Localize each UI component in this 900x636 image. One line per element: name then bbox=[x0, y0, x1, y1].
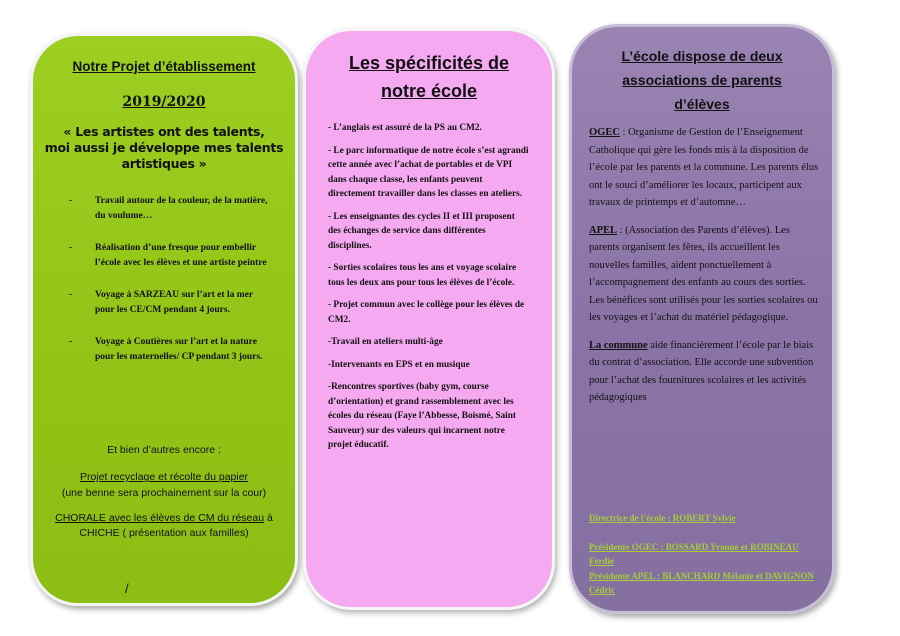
list-item: -Rencontres sportives (baby gym, course d’orientation) et grand rassemblement avec les écoles du réseau (Faye l’Abbesse, Boismé, Saint Sauveur) sur des valeurs qui incarnent notre projet éducatif. bbox=[328, 382, 516, 450]
list-item: - Sorties scolaires tous les ans et voyage scolaire tous les deux ans pour tous les élèves de l’école. bbox=[328, 263, 517, 288]
recycling-title: Projet recyclage et récolte du papier bbox=[79, 471, 249, 483]
ogec-text: : Organisme de Gestion de l’Enseignement Catholique qui gère les fonds mis à la disposition de l’école par les parents et la commune. Les parents élus ont le souci d’améliorer les locaux, participent aux travaux de printemps et d’automne… bbox=[589, 127, 819, 208]
list-item bbox=[69, 194, 273, 224]
list-item: - L’anglais est assuré de la PS au CM2. bbox=[328, 123, 482, 133]
list-item: - Les enseignantes des cycles II et III proposent des échanges de service dans différentes disciplines. bbox=[328, 211, 515, 251]
specificities-panel bbox=[303, 28, 555, 610]
bullet: - bbox=[69, 243, 73, 253]
ogec-paragraph bbox=[589, 124, 820, 212]
commune-paragraph bbox=[589, 337, 820, 407]
stray-mark: / bbox=[125, 581, 129, 596]
apel-president-line: Présidente APEL : BLANCHARD Mélanie et DAVIGNON Cédric bbox=[589, 571, 814, 595]
list-item-text: Travail autour de la couleur, de la matière, du voulume… bbox=[95, 196, 268, 221]
project-year: 2019/2020 bbox=[122, 94, 206, 110]
director-line: Directrice de l’école : ROBERT Sylvie bbox=[589, 513, 736, 523]
commune-label: La commune bbox=[589, 339, 648, 351]
list-item: - Le parc informatique de notre école s’est agrandi cette année avec l’achat de portables et de VPI dans chaque classe, les enfants peuvent directement travailler dans les classes en ateliers. bbox=[328, 145, 529, 199]
list-item-text: Réalisation d’une fresque pour embellir l’école avec les élèves et une artiste peintre bbox=[95, 243, 267, 268]
title-line-2: associations de parents bbox=[622, 72, 782, 88]
recycling-project bbox=[39, 469, 289, 501]
bullet: - bbox=[69, 290, 73, 300]
quote-line-3: artistiques » bbox=[121, 156, 207, 171]
list-item bbox=[69, 241, 273, 271]
title-line-3: d’élèves bbox=[674, 96, 730, 112]
specificities-list bbox=[328, 121, 530, 461]
ogec-president-line: Présidente OGEC : BOSSARD Yvonne et ROBINEAU Ferdie bbox=[589, 542, 799, 566]
list-item: -Intervenants en EPS et en musique bbox=[328, 359, 470, 370]
title-line-2: notre école bbox=[380, 81, 478, 101]
associations-body bbox=[589, 124, 820, 417]
chorale-title: CHORALE avec les élèves de CM du réseau bbox=[55, 512, 265, 524]
associations-title bbox=[572, 44, 832, 116]
ogec-label: OGEC bbox=[589, 127, 620, 138]
list-item bbox=[69, 288, 273, 318]
list-item-text: Voyage à Coutières sur l’art et la nature pour les maternelles/ CP pendant 3 jours. bbox=[95, 337, 263, 362]
apel-label: APEL bbox=[589, 224, 618, 236]
specificities-title bbox=[306, 49, 552, 105]
associations-panel bbox=[569, 24, 835, 614]
bullet: - bbox=[69, 196, 73, 206]
chorale bbox=[45, 511, 283, 541]
recycling-detail: (une benne sera prochainement sur la cour) bbox=[61, 487, 267, 499]
apel-paragraph bbox=[589, 222, 820, 327]
project-title: Notre Projet d’établissement bbox=[72, 59, 256, 74]
title-line-1: Les spécificités de bbox=[348, 53, 510, 73]
project-panel bbox=[30, 33, 298, 606]
apel-text: : (Association des Parents d’élèves). Les parents organisent les fêtes, ils accueillent les nouvelles familles, aident ponctuellement à l’accompagnement des enfants au cours des sorties. Les bénéfices sont utilisés pour les sorties scolaires ou les voyages et l’achat du matériel pédagogique. bbox=[589, 224, 818, 323]
list-item bbox=[69, 335, 273, 365]
project-quote bbox=[43, 124, 285, 172]
list-item: -Travail en ateliers multi-âge bbox=[328, 337, 443, 347]
others-heading: Et bien d’autres encore : bbox=[107, 444, 221, 456]
chorale-detail: à CHICHE ( présentation aux familles) bbox=[79, 512, 273, 539]
quote-line-2: moi aussi je développe mes talents bbox=[44, 140, 284, 155]
list-item: - Projet commun avec le collège pour les élèves de CM2. bbox=[328, 300, 525, 325]
quote-line-1: « Les artistes ont des talents, bbox=[63, 124, 265, 139]
list-item-text: Voyage à SARZEAU sur l’art et la mer pour les CE/CM pendant 4 jours. bbox=[95, 290, 253, 315]
bullet: - bbox=[69, 337, 73, 347]
commune-text: aide financièrement l’école par le biais du contrat d’association. Elle accorde une subvention pour l’achat des fournitures scolaires et les activités pédagogiques bbox=[589, 339, 814, 403]
title-line-1: L’école dispose de deux bbox=[621, 48, 783, 64]
project-activity-list bbox=[69, 194, 273, 382]
